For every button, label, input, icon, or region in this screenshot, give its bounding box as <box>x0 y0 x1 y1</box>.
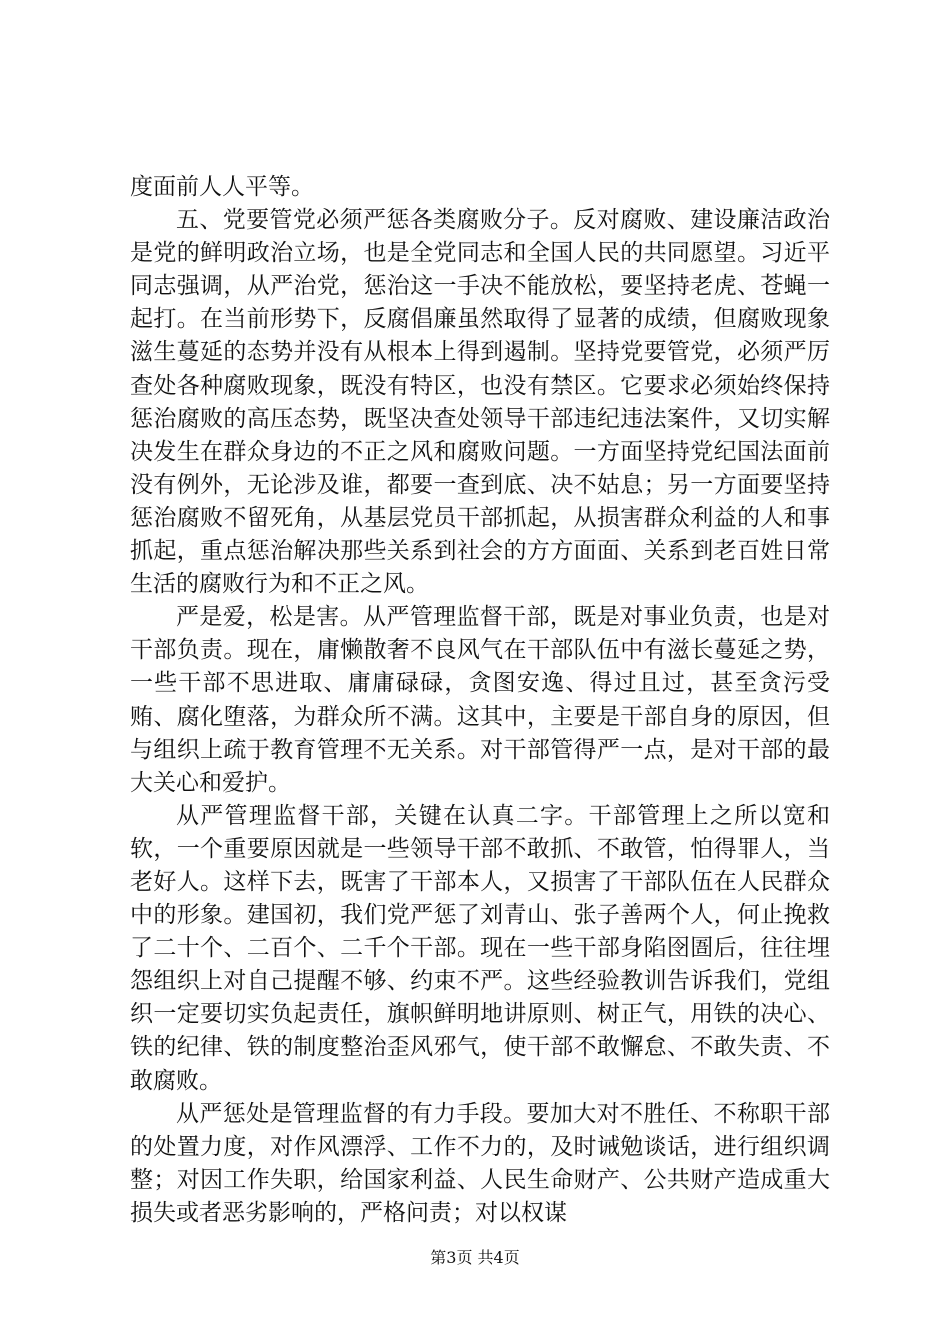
page-number-footer: 第3页 共4页 <box>430 1248 520 1267</box>
paragraph-key-is-seriousness: 从严管理监督干部，关键在认真二字。干部管理上之所以宽和软，一个重要原因就是一些领导干部不敢抓、不敢管，怕得罪人，当老好人。这样下去，既害了干部本人，又损害了干部队伍在人民群众中的形象。建国初，我们党严惩了刘青山、张子善两个人，何止挽救了二十个、二百个、二千个干部。现在一些干部身陷囹圄后，往往埋怨组织上对自己提醒不够、约束不严。这些经验教训告诉我们，党组织一定要切实负起责任，旗帜鲜明地讲原则、树正气，用铁的决心、铁的纪律、铁的制度整治歪风邪气，使干部不敢懈怠、不敢失责、不敢腐败。 <box>130 802 830 1094</box>
paragraph-continuation: 度面前人人平等。 <box>130 174 314 200</box>
paragraph-section-five: 五、党要管党必须严惩各类腐败分子。反对腐败、建设廉洁政治是党的鲜明政治立场，也是全党同志和全国人民的共同愿望。习近平同志强调，从严治党，惩治这一手决不能放松，要坚持老虎、苍蝇一起打。在当前形势下，反腐倡廉虽然取得了显著的成绩，但腐败现象滋生蔓延的态势并没有从根本上得到遏制。坚持党要管党，必须严厉查处各种腐败现象，既没有特区，也没有禁区。它要求必须始终保持惩治腐败的高压态势，既坚决查处领导干部违纪违法案件，又切实解决发生在群众身边的不正之风和腐败问题。一方面坚持党纪国法面前没有例外，无论涉及谁，都要一查到底、决不姑息；另一方面要坚持惩治腐败不留死角，从基层党员干部抓起，从损害群众利益的人和事抓起，重点惩治解决那些关系到社会的方方面面、关系到老百姓日常生活的腐败行为和不正之风。 <box>130 207 830 598</box>
document-body <box>130 171 830 1230</box>
paragraph-strict-is-love: 严是爱，松是害。从严管理监督干部，既是对事业负责，也是对干部负责。现在，庸懒散奢不良风气在干部队伍中有滋长蔓延之势，一些干部不思进取、庸庸碌碌，贪图安逸、得过且过，甚至贪污受贿、腐化堕落，为群众所不满。这其中，主要是干部自身的原因，但与组织上疏于教育管理不无关系。对干部管得严一点，是对干部的最大关心和爱护。 <box>130 604 830 796</box>
paragraph-strict-punishment: 从严惩处是管理监督的有力手段。要加大对不胜任、不称职干部的处置力度，对作风漂浮、工作不力的，及时诫勉谈话，进行组织调整；对因工作失职，给国家利益、人民生命财产、公共财产造成重大损失或者恶劣影响的，严格问责；对以权谋 <box>130 1100 830 1226</box>
